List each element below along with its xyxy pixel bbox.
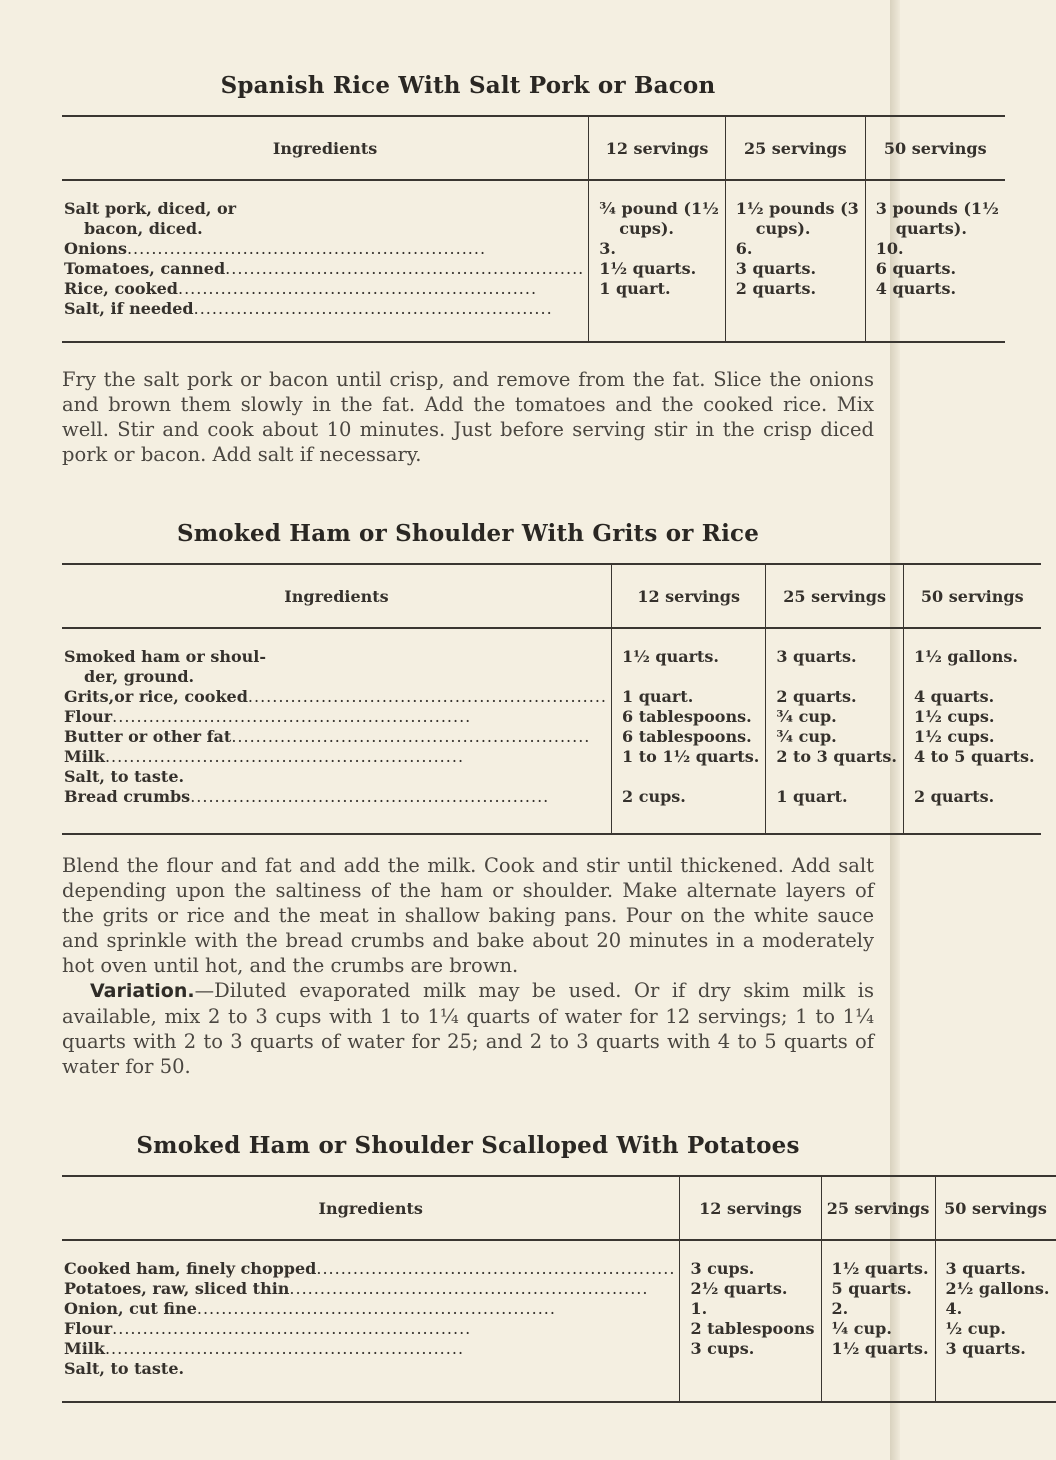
column-header-50: 50 servings	[865, 116, 1004, 180]
column-header-25: 25 servings	[766, 564, 904, 628]
amount: 6 quarts.	[875, 259, 957, 278]
ingredients-table	[62, 563, 1041, 835]
ingredient-name: Grits,or rice, cooked	[64, 687, 248, 706]
amount: 1.	[690, 1299, 708, 1318]
ingredient-name: Salt pork, diced, or	[64, 199, 237, 218]
servings-25-cell	[821, 1240, 935, 1402]
amount: 6 tablespoons.	[622, 727, 752, 746]
ingredient-name: Flour	[64, 1319, 113, 1338]
amount: 3.	[599, 239, 616, 258]
ingredients-cell	[62, 180, 589, 342]
amount: 2 quarts.	[913, 787, 995, 806]
leader-dots	[112, 707, 471, 726]
leader-dots	[248, 687, 607, 706]
directions: Fry the salt pork or bacon until crisp, and remove from the fat. Slice the onions and brown them slowly in the fat. Add the tomatoes and the cooked rice. Mix well. Stir and cook about 10 minutes. Just before serving stir in the crisp diced pork or bacon. Add salt if necessary.	[62, 368, 874, 466]
amount: 3 quarts.	[776, 647, 857, 666]
amount: 2 tablespoons	[690, 1319, 815, 1338]
leader-dots	[127, 239, 486, 258]
directions: Blend the flour and fat and add the milk. Cook and stir until thickened. Add salt depending upon the saltiness of the ham or shoulder. Make alternate layers of the grits or rice and the meat in shallow baking pans. Pour on the white sauce and sprinkle with the bread crumbs and bake about 20 minutes in a moderately hot oven until hot, and the crumbs are brown.	[62, 854, 874, 977]
amount: 1½ quarts.	[831, 1259, 929, 1278]
ingredients-table	[62, 1175, 1056, 1403]
ingredient-name: Cooked ham, finely chopped	[64, 1259, 317, 1278]
column-header-50: 50 servings	[903, 564, 1040, 628]
recipe-spanish-rice	[62, 72, 999, 467]
column-header-50: 50 servings	[935, 1176, 1055, 1240]
amount: 1½ cups.	[913, 707, 995, 726]
amount: 1½ gallons.	[913, 647, 1018, 666]
amount: 10.	[875, 239, 904, 258]
ingredient-name: Smoked ham or shoul-	[64, 647, 267, 666]
amount: quarts).	[895, 219, 967, 238]
ingredient-name: Butter or other fat	[64, 727, 232, 746]
leader-dots	[105, 1339, 464, 1358]
amount: 2½ gallons.	[945, 1279, 1050, 1298]
ingredient-name: Salt, to taste.	[64, 1359, 185, 1378]
ingredient-name: Rice, cooked	[64, 279, 178, 298]
recipe-ham-grits	[62, 520, 1035, 1079]
amount: ½ cup.	[945, 1319, 1006, 1338]
amount: 3 quarts.	[945, 1259, 1026, 1278]
recipe-title: Spanish Rice With Salt Pork or Bacon	[220, 72, 716, 99]
servings-25-cell	[725, 180, 865, 342]
amount: 1½ cups.	[913, 727, 995, 746]
column-header-ingredients: Ingredients	[62, 1176, 680, 1240]
amount: 3 cups.	[690, 1259, 755, 1278]
column-header-25: 25 servings	[821, 1176, 935, 1240]
recipe-ham-potatoes	[62, 1132, 1050, 1403]
ingredient-name: Milk	[64, 1339, 105, 1358]
variation-label: Variation.	[90, 980, 195, 1002]
ingredient-name: bacon, diced.	[84, 219, 203, 238]
amount: 1½ pounds (3	[735, 199, 859, 218]
variation-note	[62, 978, 874, 1079]
ingredient-name: Bread crumbs	[64, 787, 191, 806]
column-header-12: 12 servings	[589, 116, 726, 180]
leader-dots	[178, 279, 537, 298]
amount: 1 to 1½ quarts.	[622, 747, 760, 766]
leader-dots	[105, 747, 464, 766]
recipe-title: Smoked Ham or Shoulder Scalloped With Potatoes	[136, 1132, 800, 1159]
amount: 1½ quarts.	[599, 259, 697, 278]
amount: 4 to 5 quarts.	[913, 747, 1035, 766]
amount: ¾ cup.	[776, 707, 837, 726]
ingredient-name: Milk	[64, 747, 105, 766]
amount: 6 tablespoons.	[622, 707, 752, 726]
amount: 1 quart.	[599, 279, 671, 298]
amount: 1½ quarts.	[831, 1339, 929, 1358]
amount: 2.	[831, 1299, 849, 1318]
servings-12-cell	[612, 628, 766, 834]
amount: ¾ cup.	[776, 727, 837, 746]
servings-12-cell	[589, 180, 726, 342]
amount: 4.	[945, 1299, 963, 1318]
leader-dots	[316, 1259, 675, 1278]
amount: 2 to 3 quarts.	[776, 747, 897, 766]
ingredient-name: Salt, if needed	[64, 299, 194, 318]
ingredients-cell	[62, 628, 612, 834]
amount: 3 quarts.	[735, 259, 817, 278]
ingredients-table	[62, 115, 1005, 343]
amount: 2 quarts.	[735, 279, 817, 298]
amount: 1 quart.	[776, 787, 848, 806]
variation-text: —Diluted evaporated milk may be used. Or if dry skim milk is available, mix 2 to 3 cups with 1 to 1¼ quarts of water for 12 servings; 1 to 1¼ quarts with 2 to 3 quarts of water for 25; and 2 to 3 quarts with 4 to 5 quarts of water for 50.	[62, 979, 874, 1078]
ingredient-name: Salt, to taste.	[64, 767, 185, 786]
leader-dots	[190, 787, 549, 806]
leader-dots	[289, 1279, 648, 1298]
amount: 1½ quarts.	[622, 647, 719, 666]
ingredients-cell	[62, 1240, 680, 1402]
amount: cups).	[619, 219, 674, 238]
amount: 4 quarts.	[913, 687, 995, 706]
amount: ¾ pound (1½	[599, 199, 719, 218]
amount: 6.	[735, 239, 753, 258]
servings-50-cell	[865, 180, 1004, 342]
ingredient-name: Onions	[64, 239, 127, 258]
leader-dots	[197, 1299, 556, 1318]
column-header-12: 12 servings	[612, 564, 766, 628]
leader-dots	[112, 1319, 471, 1338]
amount: 1 quart.	[622, 687, 694, 706]
amount: 4 quarts.	[875, 279, 957, 298]
ingredient-name: Flour	[64, 707, 113, 726]
servings-50-cell	[935, 1240, 1055, 1402]
column-header-12: 12 servings	[680, 1176, 821, 1240]
column-header-ingredients: Ingredients	[62, 116, 589, 180]
leader-dots	[231, 727, 590, 746]
ingredient-name: Potatoes, raw, sliced thin	[64, 1279, 290, 1298]
leader-dots	[194, 299, 553, 318]
amount: 5 quarts.	[831, 1279, 912, 1298]
leader-dots	[225, 259, 584, 278]
amount: 2½ quarts.	[690, 1279, 788, 1298]
amount: 3 quarts.	[945, 1339, 1026, 1358]
ingredient-name: der, ground.	[84, 667, 195, 686]
column-header-25: 25 servings	[725, 116, 865, 180]
amount: 2 quarts.	[776, 687, 857, 706]
ingredient-name: Onion, cut fine	[64, 1299, 197, 1318]
servings-25-cell	[766, 628, 904, 834]
amount: cups).	[755, 219, 811, 238]
servings-50-cell	[903, 628, 1040, 834]
amount: 2 cups.	[622, 787, 686, 806]
ingredient-name: Tomatoes, canned	[64, 259, 226, 278]
column-header-ingredients: Ingredients	[62, 564, 612, 628]
recipe-title: Smoked Ham or Shoulder With Grits or Rice	[176, 520, 760, 547]
amount: ¼ cup.	[831, 1319, 892, 1338]
amount: 3 cups.	[690, 1339, 755, 1358]
servings-12-cell	[680, 1240, 821, 1402]
amount: 3 pounds (1½	[875, 199, 999, 218]
